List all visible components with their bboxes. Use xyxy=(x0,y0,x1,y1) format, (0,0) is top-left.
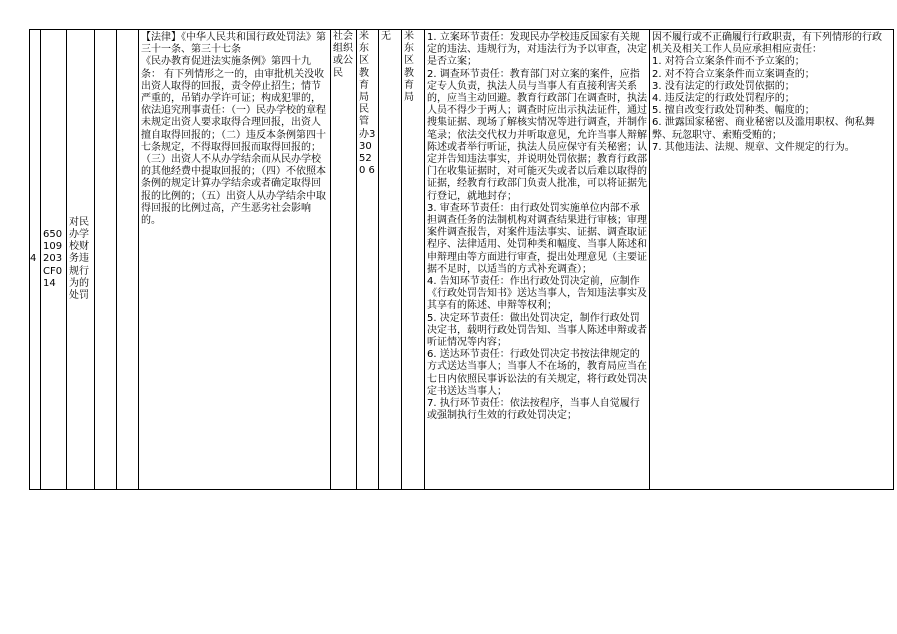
none-cell xyxy=(379,30,402,490)
item-code-cell xyxy=(41,30,67,490)
department-cell xyxy=(402,30,425,490)
responsibility-text: 1. 立案环节责任：发现民办学校违反国家有关规定的违法、违规行为，对违法行为予以审查，决定是否立案； 2. 调查环节责任：教育部门对立案的案件，应指定专人负责，执法人员与当事人有直接利害关系的，应当主动回避。教育行政部门在调查时，执法人员不得少于两人；调查时应出示执法证件，通过搜集证据、现场了解核实情况等进行调查，并制作笔录；依法交代权力并听取意见，允许当事人辩解陈述或者举行听证，执法人员应保守有关秘密；认定并告知违法事实，并说明处罚依据；教育行政部门在收集证据时，对可能灭失或者以后难以取得的证据，经教育行政部门负责人批准，可以将证据先行登记，就地封存； 3. 审查环节责任：由行政处罚实施单位内部不承担调查任务的法制机构对调查结果进行审核；审理案件调查报告，对案件违法事实、证据、调查取证程序、法律适用、处罚种类和幅度、当事人陈述和申辩理由等方面进行审查，提出处理意见（主要证据不足时，以适当的方式补充调查）； 4. 告知环节责任：作出行政处罚决定前，应制作《行政处罚告知书》送达当事人，告知违法事实及其享有的陈述、申辩等权利； 5. 决定环节责任：做出处罚决定，制作行政处罚决定书，载明行政处罚告知、当事人陈述申辩或者听证情况等内容； 6. 送达环节责任：行政处罚决定书按法律规定的方式送达当事人；当事人不在场的，教育局应当在七日内依照民事诉讼法的有关规定，将行政处罚决定书送达当事人； 7. 执行环节责任：依法按程序，当事人自觉履行或强制执行生效的行政处罚决定； xyxy=(427,32,647,422)
subject-type: 社会组织或公民 xyxy=(333,31,353,79)
row-index: 4 xyxy=(30,253,37,265)
subject-name-cell xyxy=(357,30,379,490)
item-name-cell xyxy=(67,30,95,490)
department-name: 米东区教育局 xyxy=(404,31,414,104)
accountability-text: 因不履行或不正确履行行政职责，有下列情形的行政机关及相关工作人员应承担相应责任： 1. 对符合立案条件而不予立案的； 2. 对不符合立案条件而立案调查的； 3. 没有法定的行政处罚依据的； 4. 违反法定的行政处罚程序的； 5. 擅自改变行政处罚种类、幅度的； 6. 泄露国家秘密、商业秘密以及滥用职权、徇私舞弊、玩忽职守、索贿受贿的； 7. 其他违法、法规、规章、文件规定的行为。 xyxy=(652,32,882,153)
empty-cell xyxy=(117,30,139,490)
accountability-cell xyxy=(650,30,894,490)
item-name: 对民办学校财务违规行为的处罚 xyxy=(69,216,89,301)
subject-name: 米东区教育局民管办330520 6 xyxy=(359,31,376,177)
item-code: 650109203CF014 xyxy=(43,228,63,289)
responsibility-cell xyxy=(425,30,650,490)
row-index-cell xyxy=(30,30,41,490)
none-label: 无 xyxy=(381,31,391,42)
legal-basis-text: 【法律】《中华人民共和国行政处罚法》第三十一条、第三十七条 《民办教育促进法实施条例》第四十九条： 有下列情形之一的，由审批机关没收出资人取得的回报，责令停止招生；情节严重的，吊销办学许可证；构成犯罪的，依法追究刑事责任：（一）民办学校的章程未规定出资人要求取得合理回报，出资人擅自取得回报的；（二）违反本条例第四十七条规定，不得取得回报而取得回报的；（三）出资人不从办学结余而从民办学校的其他经费中提取回报的；（四）不依照本条例的规定计算办学结余或者确定取得回报的比例的；（五）出资人从办学结余中取得回报的比例过高，产生恶劣社会影响的。 xyxy=(141,32,326,227)
empty-cell xyxy=(95,30,117,490)
table-row xyxy=(30,30,894,490)
power-list-table xyxy=(29,29,894,490)
legal-basis-cell xyxy=(139,30,331,490)
subject-type-cell xyxy=(331,30,357,490)
